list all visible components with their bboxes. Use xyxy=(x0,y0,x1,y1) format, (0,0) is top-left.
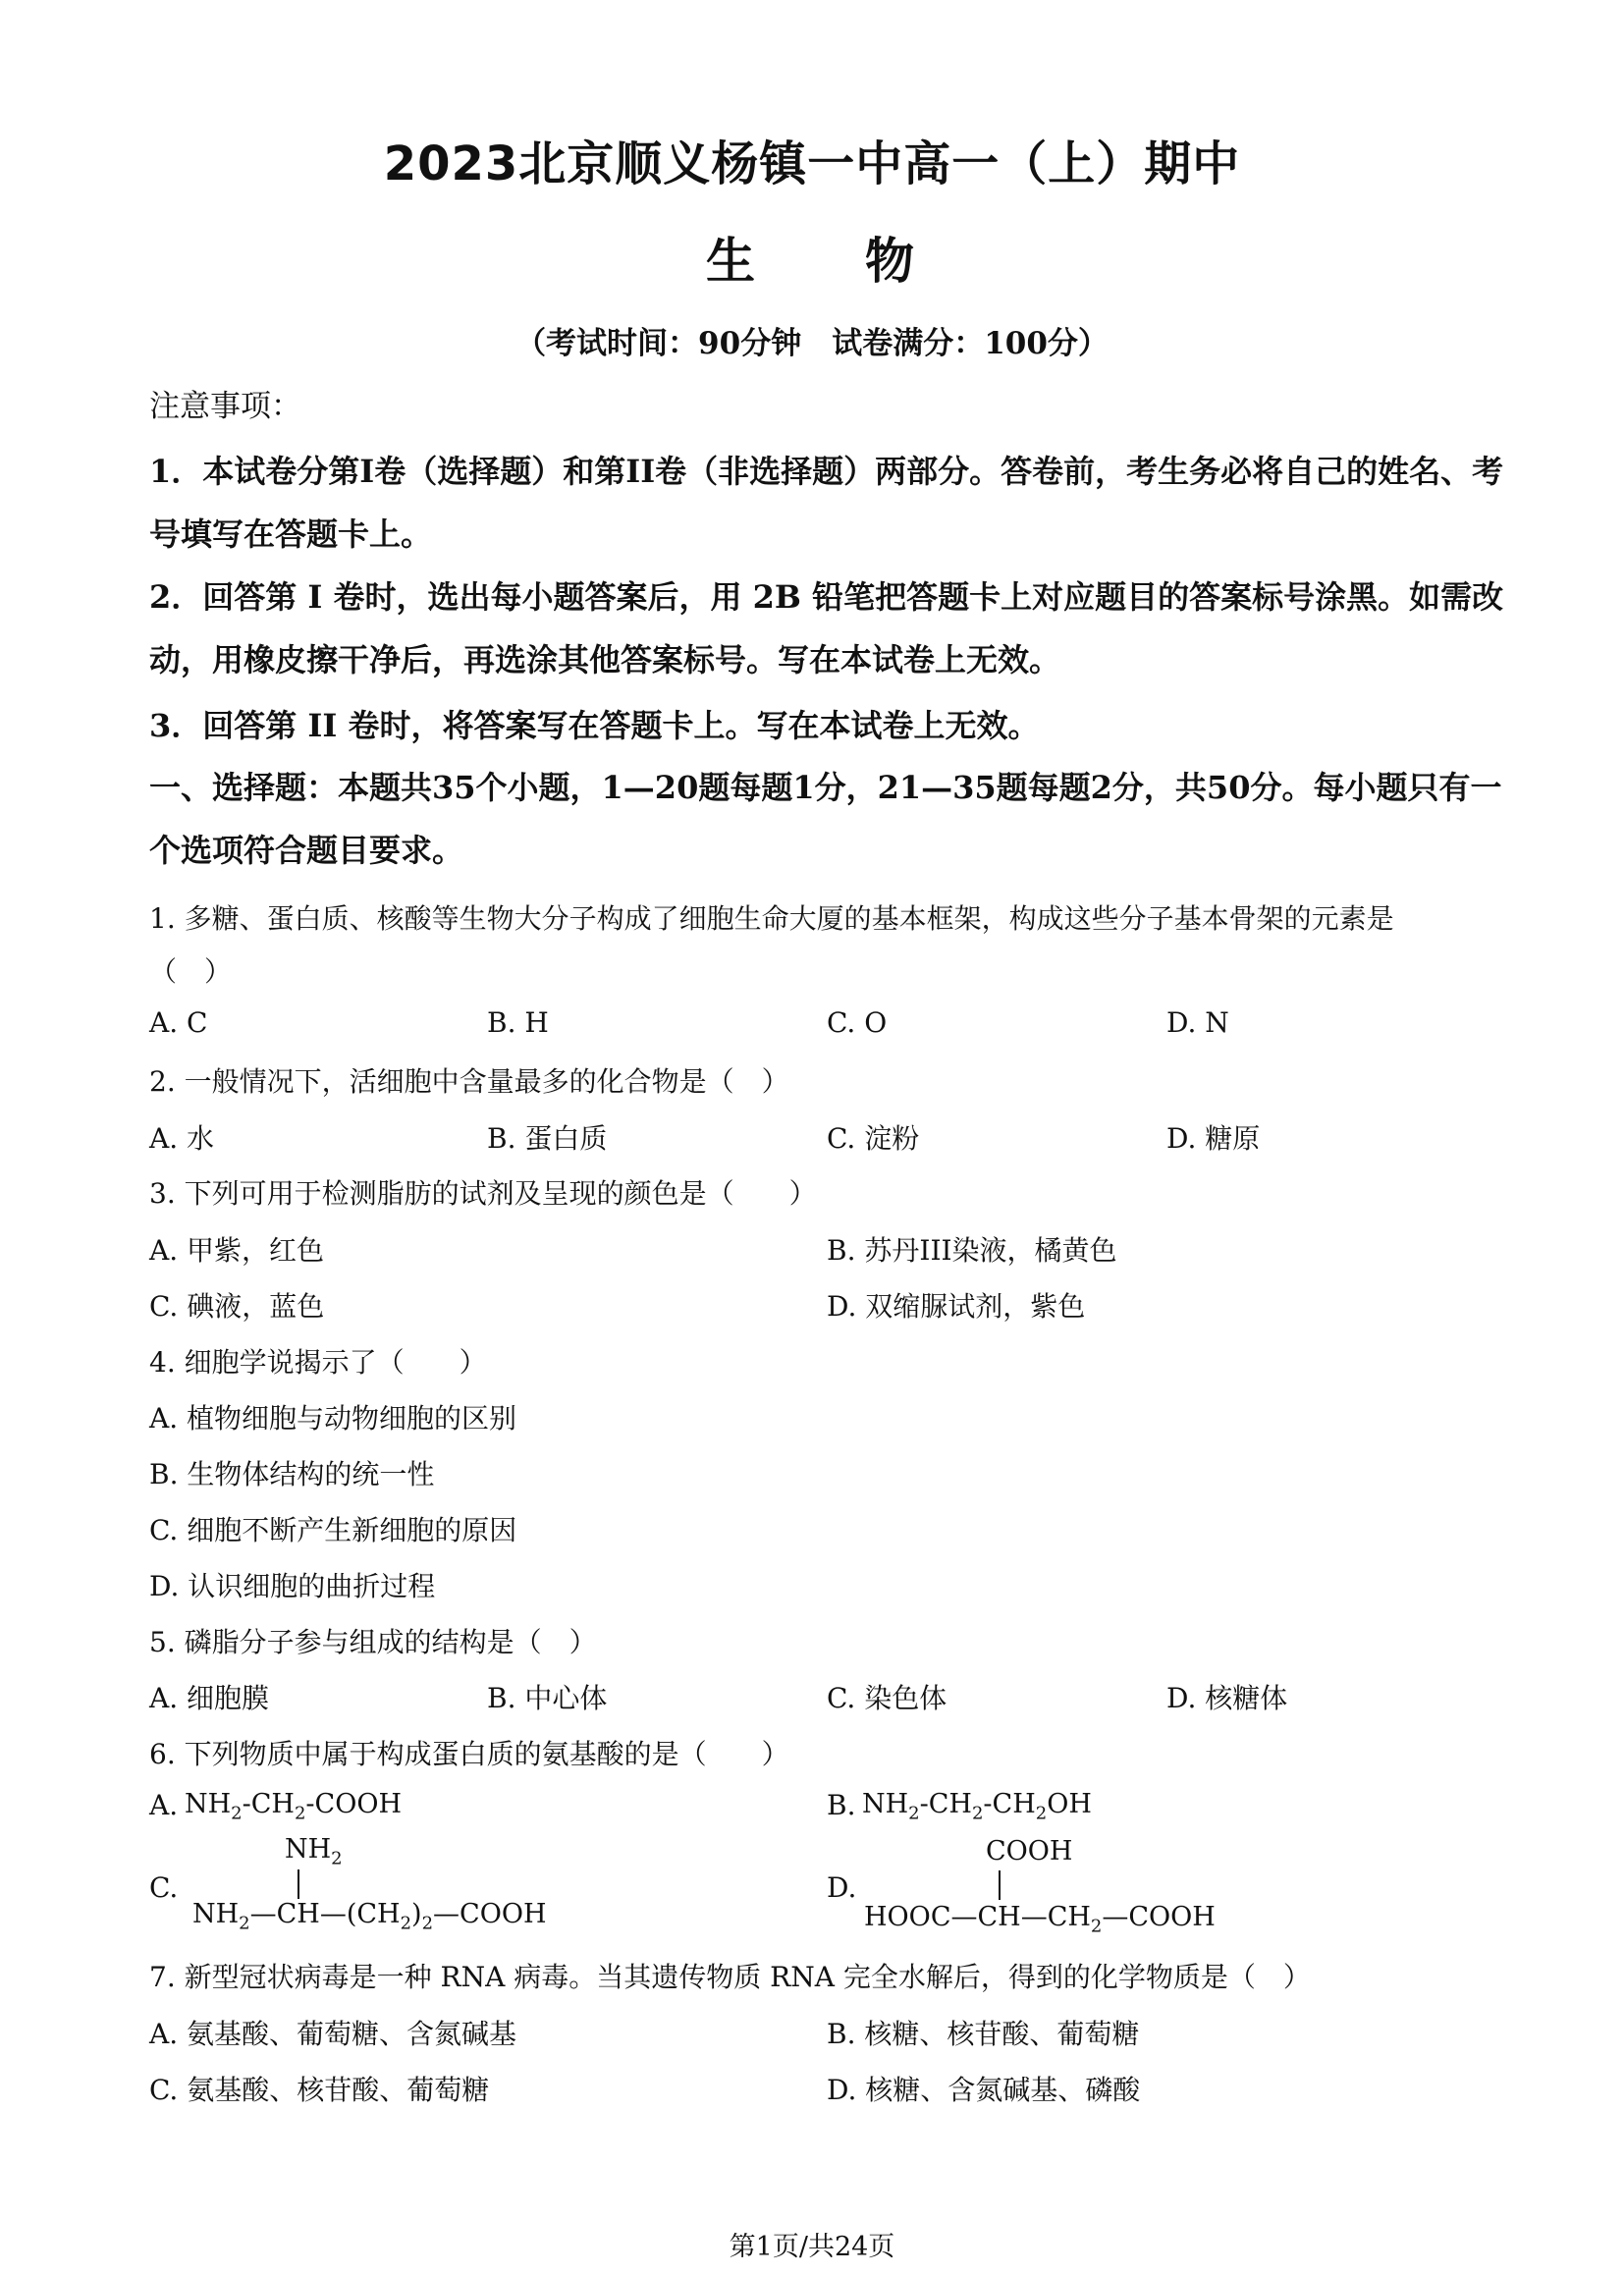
question-7-stem: 7. 新型冠状病毒是一种 RNA 病毒。当其遗传物质 RNA 完全水解后，得到的化学物质是（ ） xyxy=(149,1961,1311,1993)
q1-option-c: C. O xyxy=(827,1006,888,1039)
q6-option-a-label: A. xyxy=(149,1789,179,1821)
q5-option-d: D. 核糖体 xyxy=(1166,1682,1288,1714)
q7-option-d: D. 核糖、含氮碱基、磷酸 xyxy=(827,2074,1141,2106)
question-2-stem: 2. 一般情况下，活细胞中含量最多的化合物是（ ） xyxy=(149,1065,789,1098)
q6-d-bond-line xyxy=(999,1870,1001,1900)
q6-option-b-formula: $NH_2-CH_2-CH_2OH$ xyxy=(862,1789,1092,1824)
q6-option-c-label: C. xyxy=(149,1871,179,1904)
q3-option-b: B. 苏丹III染液，橘黄色 xyxy=(827,1234,1117,1267)
q6-option-d-label: D. xyxy=(827,1871,857,1904)
q6-d-main-chain: $HOOC—CH—CH_2—COOH$ xyxy=(864,1902,1216,1937)
q4-option-c: C. 细胞不断产生新细胞的原因 xyxy=(149,1514,517,1546)
q4-option-d: D. 认识细胞的曲折过程 xyxy=(149,1570,436,1602)
question-6-stem: 6. 下列物质中属于构成蛋白质的氨基酸的是（ ） xyxy=(149,1738,789,1770)
q1-option-a: A. C xyxy=(149,1006,208,1039)
q4-option-a: A. 植物细胞与动物细胞的区别 xyxy=(149,1402,517,1435)
q2-option-c: C. 淀粉 xyxy=(827,1122,920,1155)
note-3: 3．回答第 II 卷时，将答案写在答题卡上。写在本试卷上无效。 xyxy=(149,707,1040,744)
question-5-stem: 5. 磷脂分子参与组成的结构是（ ） xyxy=(149,1626,597,1658)
q3-option-a: A. 甲紫，红色 xyxy=(149,1234,325,1267)
q7-option-c: C. 氨基酸、核苷酸、葡萄糖 xyxy=(149,2074,490,2106)
question-3-stem: 3. 下列可用于检测脂肪的试剂及呈现的颜色是（ ） xyxy=(149,1177,817,1210)
q7-option-b: B. 核糖、核苷酸、葡萄糖 xyxy=(827,2018,1140,2050)
q2-option-a: A. 水 xyxy=(149,1122,215,1155)
q5-option-c: C. 染色体 xyxy=(827,1682,947,1714)
q2-option-b: B. 蛋白质 xyxy=(487,1122,608,1155)
q6-option-a-formula: $NH_2-CH_2$-COOH xyxy=(185,1789,403,1824)
q6-c-main-chain: $NH_2—CH—(CH_2)_2—COOH$ xyxy=(192,1899,547,1934)
q7-option-a: A. 氨基酸、葡萄糖、含氮碱基 xyxy=(149,2018,517,2050)
q4-option-b: B. 生物体结构的统一性 xyxy=(149,1458,435,1490)
q2-option-d: D. 糖原 xyxy=(1166,1122,1261,1155)
note-1: 1．本试卷分第I卷（选择题）和第II卷（非选择题）两部分。答卷前，考生务必将自己的姓名、考号填写在答题卡上。 xyxy=(149,453,1504,553)
q6-d-top-group: COOH xyxy=(986,1836,1073,1867)
question-1-stem: 1. 多糖、蛋白质、核酸等生物大分子构成了细胞生命大厦的基本框架，构成这些分子基本骨架的元素是 xyxy=(149,902,1394,935)
subject-title: 生 物 xyxy=(706,233,918,290)
q1-option-d: D. N xyxy=(1166,1006,1229,1039)
section-heading: 一、选择题：本题共35个小题，1—20题每题1分，21—35题每题2分，共50分。每小题只有一个选项符合题目要求。 xyxy=(149,769,1502,869)
q3-option-d: D. 双缩脲试剂，紫色 xyxy=(827,1290,1086,1323)
q6-c-bond-line xyxy=(298,1869,299,1899)
q5-option-b: B. 中心体 xyxy=(487,1682,608,1714)
note-2: 2．回答第 I 卷时，选出每小题答案后，用 2B 铅笔把答题卡上对应题目的答案标号涂黑。如需改动，用橡皮擦干净后，再选涂其他答案标号。写在本试卷上无效。 xyxy=(149,578,1504,678)
q5-option-a: A. 细胞膜 xyxy=(149,1682,270,1714)
question-4-stem: 4. 细胞学说揭示了（ ） xyxy=(149,1346,487,1379)
q1-option-b: B. H xyxy=(487,1006,549,1039)
q6-option-b-label: B. xyxy=(827,1789,856,1821)
q3-option-c: C. 碘液，蓝色 xyxy=(149,1290,325,1323)
q6-c-top-group: $NH_2$ xyxy=(285,1834,343,1869)
exam-title: 2023北京顺义杨镇一中高一（上）期中 xyxy=(383,136,1241,191)
question-1-stem-cont: （ ） xyxy=(149,955,233,988)
notes-label: 注意事项： xyxy=(149,389,301,424)
page-footer: 第1页/共24页 xyxy=(729,2232,895,2262)
exam-info: （考试时间：90分钟 试卷满分：100分） xyxy=(515,326,1109,361)
